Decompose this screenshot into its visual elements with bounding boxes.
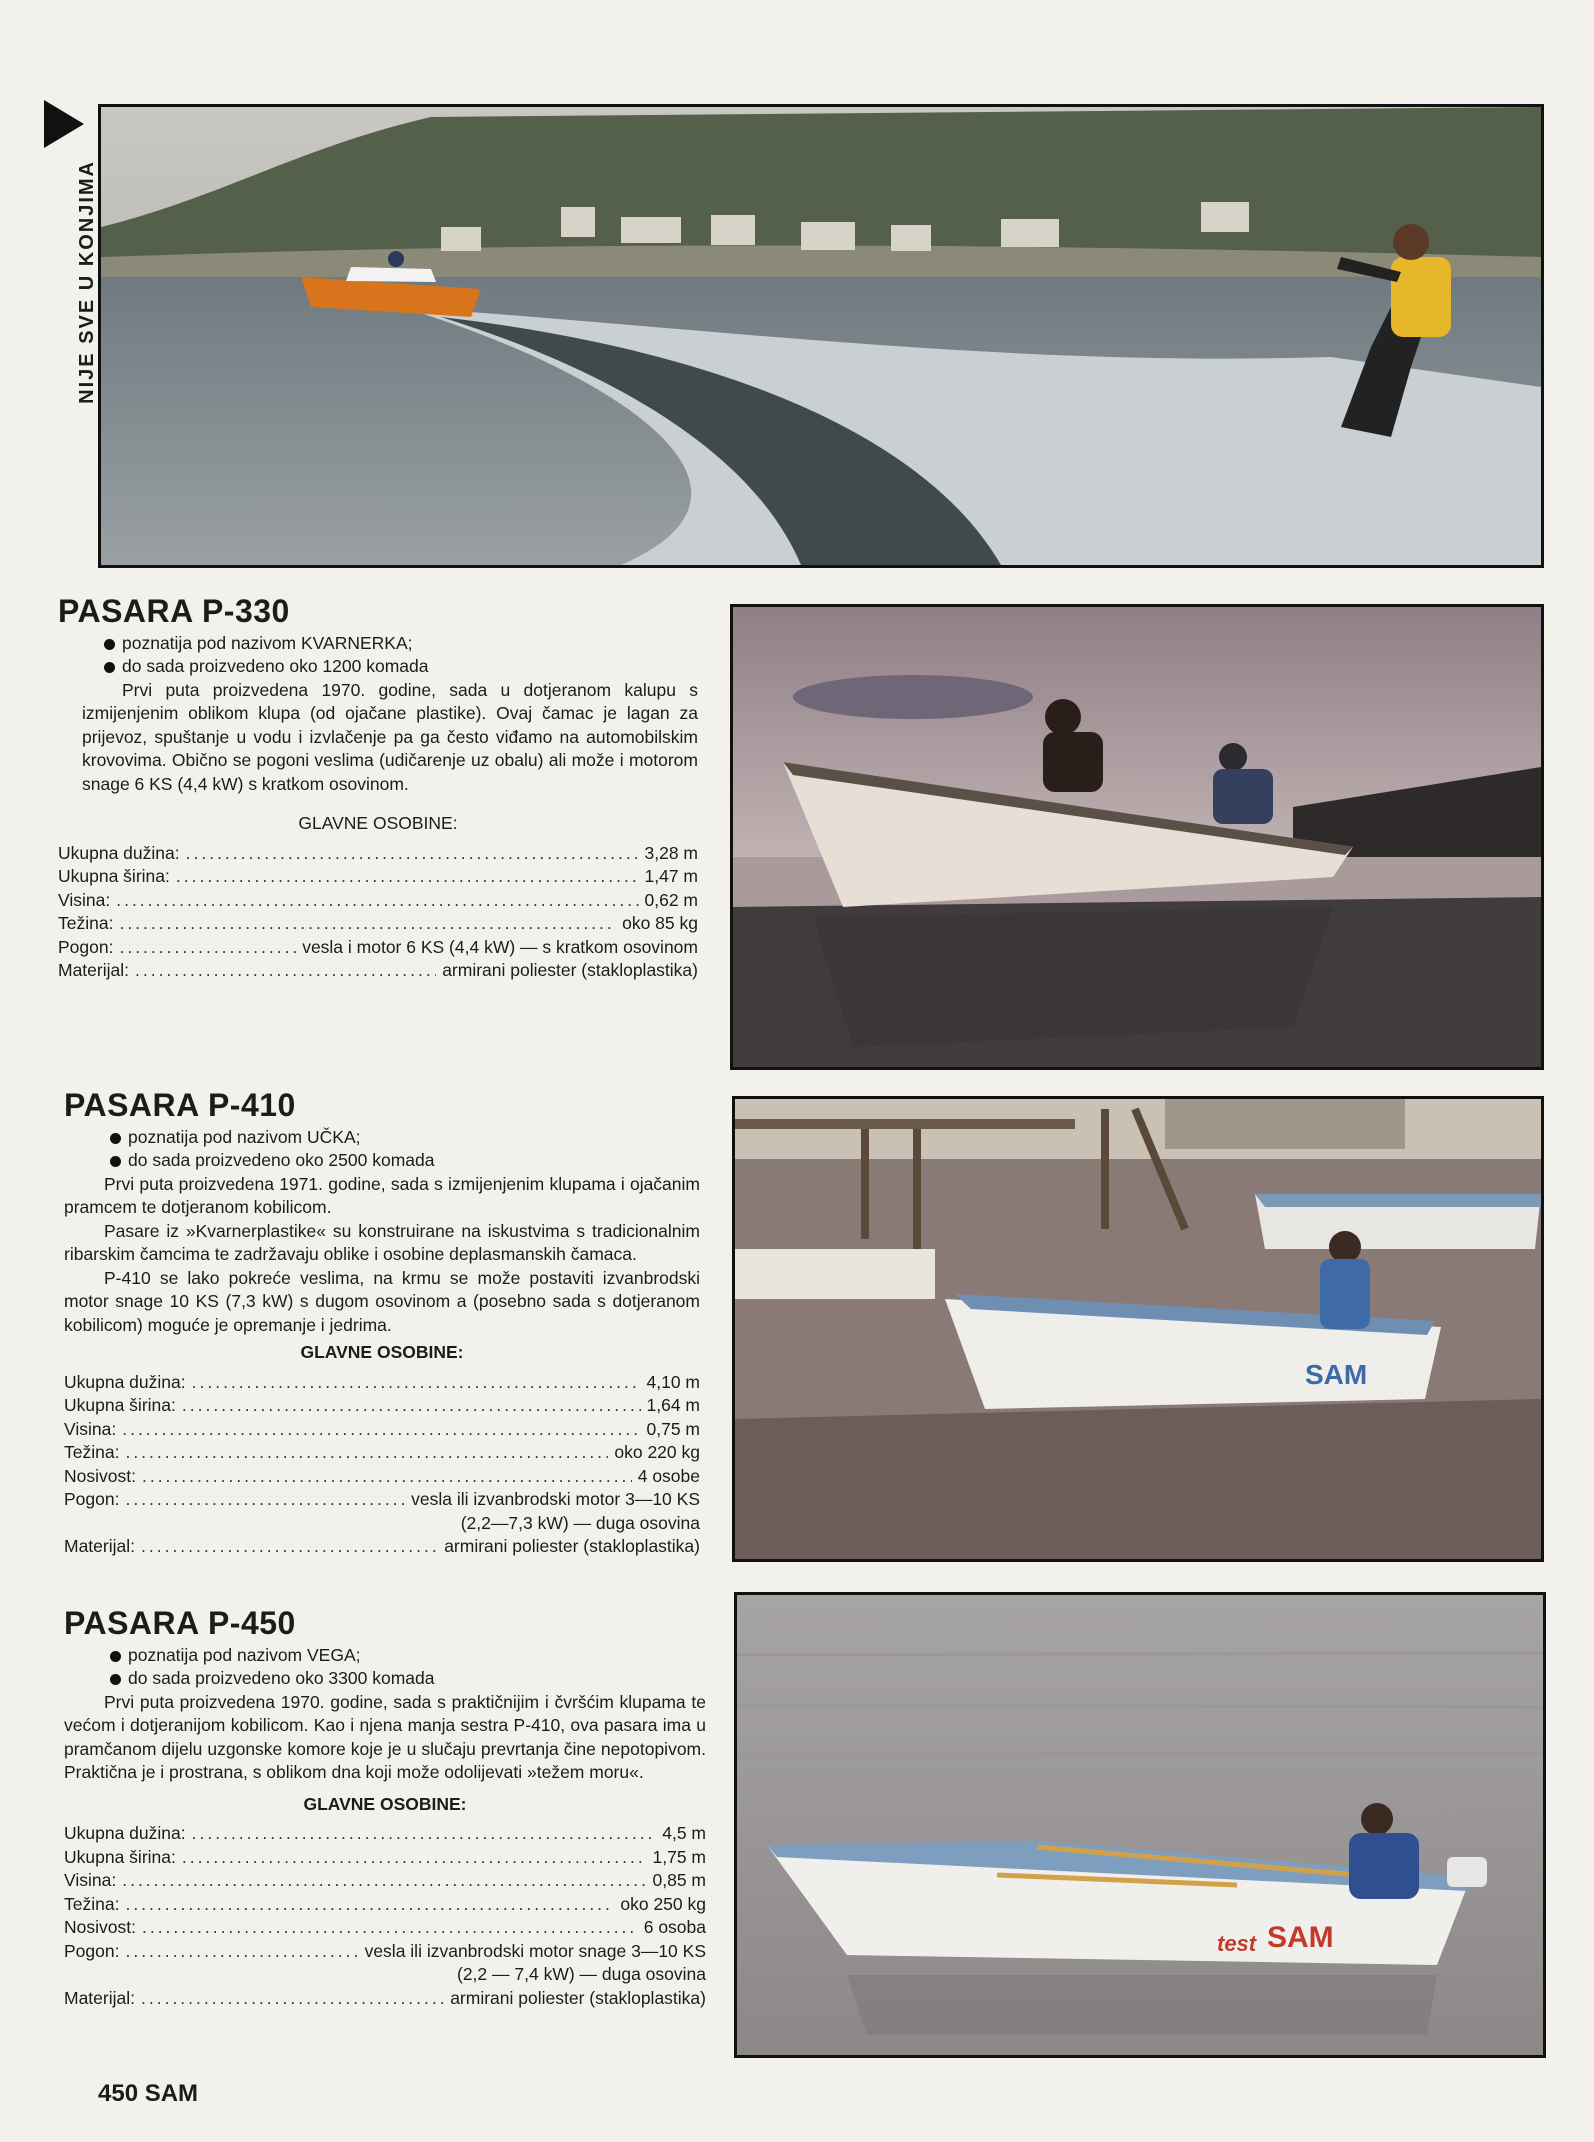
spec-value: armirani poliester (stakloplastika): [450, 1987, 706, 2008]
leader-dots: [142, 1916, 638, 1940]
waterski-boat-photo: [98, 104, 1544, 568]
spec-row: [64, 1394, 700, 1418]
leader-dots: [186, 842, 639, 866]
section-side-label: [38, 100, 98, 440]
spec-key: Materijal:: [64, 1987, 135, 2008]
spec-key: Visina:: [58, 889, 111, 910]
spec-key: Visina:: [64, 1870, 117, 1890]
p450-bullet-1: poznatija pod nazivom VEGA;: [64, 1644, 706, 1668]
spec-key: Ukupna dužina:: [64, 1371, 186, 1392]
leader-dots: [116, 889, 638, 913]
p410-paragraph-2: Pasare iz »Kvarnerplastike« su konstruirane na iskustvima s tradicionalnim ribarskim čamcima te zadržavaju oblike i osobine deplasmanskih čamaca.: [64, 1220, 700, 1264]
boat-marking: SAM: [1267, 1921, 1334, 1954]
p410-section: [64, 1087, 700, 1559]
spec-value: 0,85 m: [652, 1870, 706, 1890]
spec-row: [58, 936, 698, 960]
p330-title: PASARA P-330: [58, 593, 290, 629]
p410-spec-list: [64, 1371, 700, 1559]
leader-dots: [135, 959, 436, 983]
spec-value: armirani poliester (stakloplastika): [442, 960, 698, 980]
spec-value: vesla ili izvanbrodski motor snage 3—10 KS: [364, 1940, 706, 1961]
spec-row: [64, 1822, 706, 1846]
leader-dots: [192, 1371, 641, 1395]
spec-value: 4 osobe: [637, 1465, 700, 1486]
spec-row: [64, 1916, 706, 1940]
spec-row: [64, 1940, 706, 1964]
spec-key: Nosivost:: [64, 1917, 136, 1937]
p330-boat-photo: [730, 604, 1544, 1070]
p410-boat-photo: [732, 1096, 1544, 1562]
leader-dots: [122, 1869, 646, 1893]
p330-spec-heading: GLAVNE OSOBINE:: [298, 813, 458, 833]
spec-key: Ukupna širina:: [58, 866, 170, 886]
page-footer: 450 SAM: [98, 2080, 199, 2107]
spec-continuation: (2,2 — 7,4 kW) — duga osovina: [457, 1964, 706, 1984]
p410-bullet-2: do sada proizvedeno oko 2500 komada: [64, 1149, 700, 1173]
leader-dots: [125, 1893, 614, 1917]
spec-value: 1,64 m: [646, 1395, 700, 1415]
spec-row: [58, 842, 698, 866]
leader-dots: [119, 936, 296, 960]
spec-value: 1,47 m: [644, 866, 698, 886]
leader-dots: [119, 912, 616, 936]
p410-paragraph-1: Prvi puta proizvedena 1971. godine, sada s izmijenjenim klupama i ojačanim pramcem te dotjeranom kobilicom.: [64, 1173, 700, 1217]
leader-dots: [125, 1488, 405, 1512]
p410-paragraph-3: P-410 se lako pokreće veslima, na krmu se može postaviti izvanbrodski motor snage 10 KS (7,3 kW) s dugom osovinom a (posebno sada s dotjeranom kobilicom) moguće je opremanje i jedrima.: [64, 1267, 700, 1335]
spec-key: Pogon:: [64, 1940, 120, 1961]
triangle-arrow-icon: [44, 100, 84, 148]
spec-value: oko 85 kg: [622, 913, 698, 933]
p410-spec-heading: GLAVNE OSOBINE:: [300, 1342, 464, 1362]
leader-dots: [182, 1846, 647, 1870]
spec-key: Visina:: [64, 1418, 117, 1439]
spec-value: 4,5 m: [662, 1823, 706, 1843]
spec-row: [58, 959, 698, 983]
leader-dots: [142, 1465, 632, 1489]
spec-key: Pogon:: [64, 1489, 120, 1509]
spec-key: Težina:: [64, 1442, 120, 1462]
p450-bullet-2: do sada proizvedeno oko 3300 komada: [64, 1667, 706, 1691]
spec-row: [64, 1441, 700, 1465]
spec-row: [64, 1535, 700, 1559]
p330-spec-list: [58, 842, 698, 983]
spec-key: Ukupna širina:: [64, 1846, 176, 1867]
spec-value: 6 osoba: [643, 1917, 706, 1937]
p410-bullet-1: poznatija pod nazivom UČKA;: [64, 1126, 700, 1150]
spec-key: Ukupna dužina:: [58, 842, 180, 863]
leader-dots: [122, 1418, 640, 1442]
leader-dots: [125, 1441, 608, 1465]
spec-value: armirani poliester (stakloplastika): [444, 1536, 700, 1556]
p450-title: PASARA P-450: [64, 1605, 296, 1641]
leader-dots: [192, 1822, 657, 1846]
spec-value: oko 250 kg: [620, 1893, 706, 1914]
spec-value: 0,62 m: [644, 889, 698, 910]
spec-row: [58, 912, 698, 936]
spec-row: [64, 1371, 700, 1395]
spec-value: vesla ili izvanbrodski motor 3—10 KS: [411, 1489, 700, 1509]
p410-title: PASARA P-410: [64, 1087, 296, 1123]
leader-dots: [176, 865, 639, 889]
spec-key: Materijal:: [58, 960, 129, 980]
spec-row: [64, 1418, 700, 1442]
spec-value: 4,10 m: [646, 1371, 700, 1392]
spec-row: [64, 1869, 706, 1893]
spec-row: [58, 865, 698, 889]
spec-value: 1,75 m: [652, 1846, 706, 1867]
spec-key: Težina:: [64, 1893, 120, 1914]
p330-bullet-1: poznatija pod nazivom KVARNERKA;: [58, 632, 698, 656]
p450-boat-photo: [734, 1592, 1546, 2058]
spec-row: [58, 889, 698, 913]
side-label-text: NIJE SVE U KONJIMA: [76, 160, 98, 404]
leader-dots: [141, 1987, 444, 2011]
spec-row: [64, 1893, 706, 1917]
spec-value: 0,75 m: [646, 1418, 700, 1439]
spec-key: Ukupna širina:: [64, 1395, 176, 1415]
spec-row: [64, 1488, 700, 1512]
p450-description: Prvi puta proizvedena 1970. godine, sada s praktičnijim i čvršćim klupama te većom i dotjeranijom kobilicom. Kao i njena manja sestra P-410, ova pasara ima u pramčanom dijelu uzgonske komore koje je u slučaju prevrtanja čine nepotopivom. Praktična je i prostrana, s oblikom dna koji može odolijevati »težem moru«.: [64, 1691, 706, 1782]
spec-value: 3,28 m: [644, 842, 698, 863]
spec-continuation: (2,2—7,3 kW) — duga osovina: [460, 1512, 700, 1533]
leader-dots: [125, 1940, 358, 1964]
p330-section: [58, 593, 698, 983]
spec-value: vesla i motor 6 KS (4,4 kW) — s kratkom osovinom: [302, 936, 698, 957]
p330-bullet-2: do sada proizvedeno oko 1200 komada: [58, 655, 698, 679]
p330-description: Prvi puta proizvedena 1970. godine, sada u dotjeranom kalupu s izmijenjenim oblikom klupa (od ojačane plastike). Ovaj čamac je lagan za prijevoz, spuštanje u vodu i izvlačenje pa ga često viđamo na automobilskim krovovima. Obično se pogoni veslima (udičarenje uz obalu) ali može i motorom snage 6 KS (4,4 kW) s kratkom osovinom.: [82, 679, 698, 794]
spec-key: Pogon:: [58, 936, 114, 957]
p450-section: [64, 1605, 706, 2010]
spec-row: [64, 1846, 706, 1870]
boat-marking: SAM: [1305, 1359, 1368, 1390]
spec-row: [64, 1465, 700, 1489]
spec-key: Težina:: [58, 913, 114, 933]
boat-marking-prefix: test: [1217, 1931, 1257, 1956]
spec-row: [64, 1987, 706, 2011]
spec-key: Ukupna dužina:: [64, 1823, 186, 1843]
p450-spec-list: [64, 1822, 706, 2010]
p450-spec-heading: GLAVNE OSOBINE:: [303, 1793, 467, 1814]
leader-dots: [141, 1535, 438, 1559]
spec-key: Materijal:: [64, 1536, 135, 1556]
spec-key: Nosivost:: [64, 1465, 136, 1486]
leader-dots: [182, 1394, 641, 1418]
spec-value: oko 220 kg: [614, 1442, 700, 1462]
